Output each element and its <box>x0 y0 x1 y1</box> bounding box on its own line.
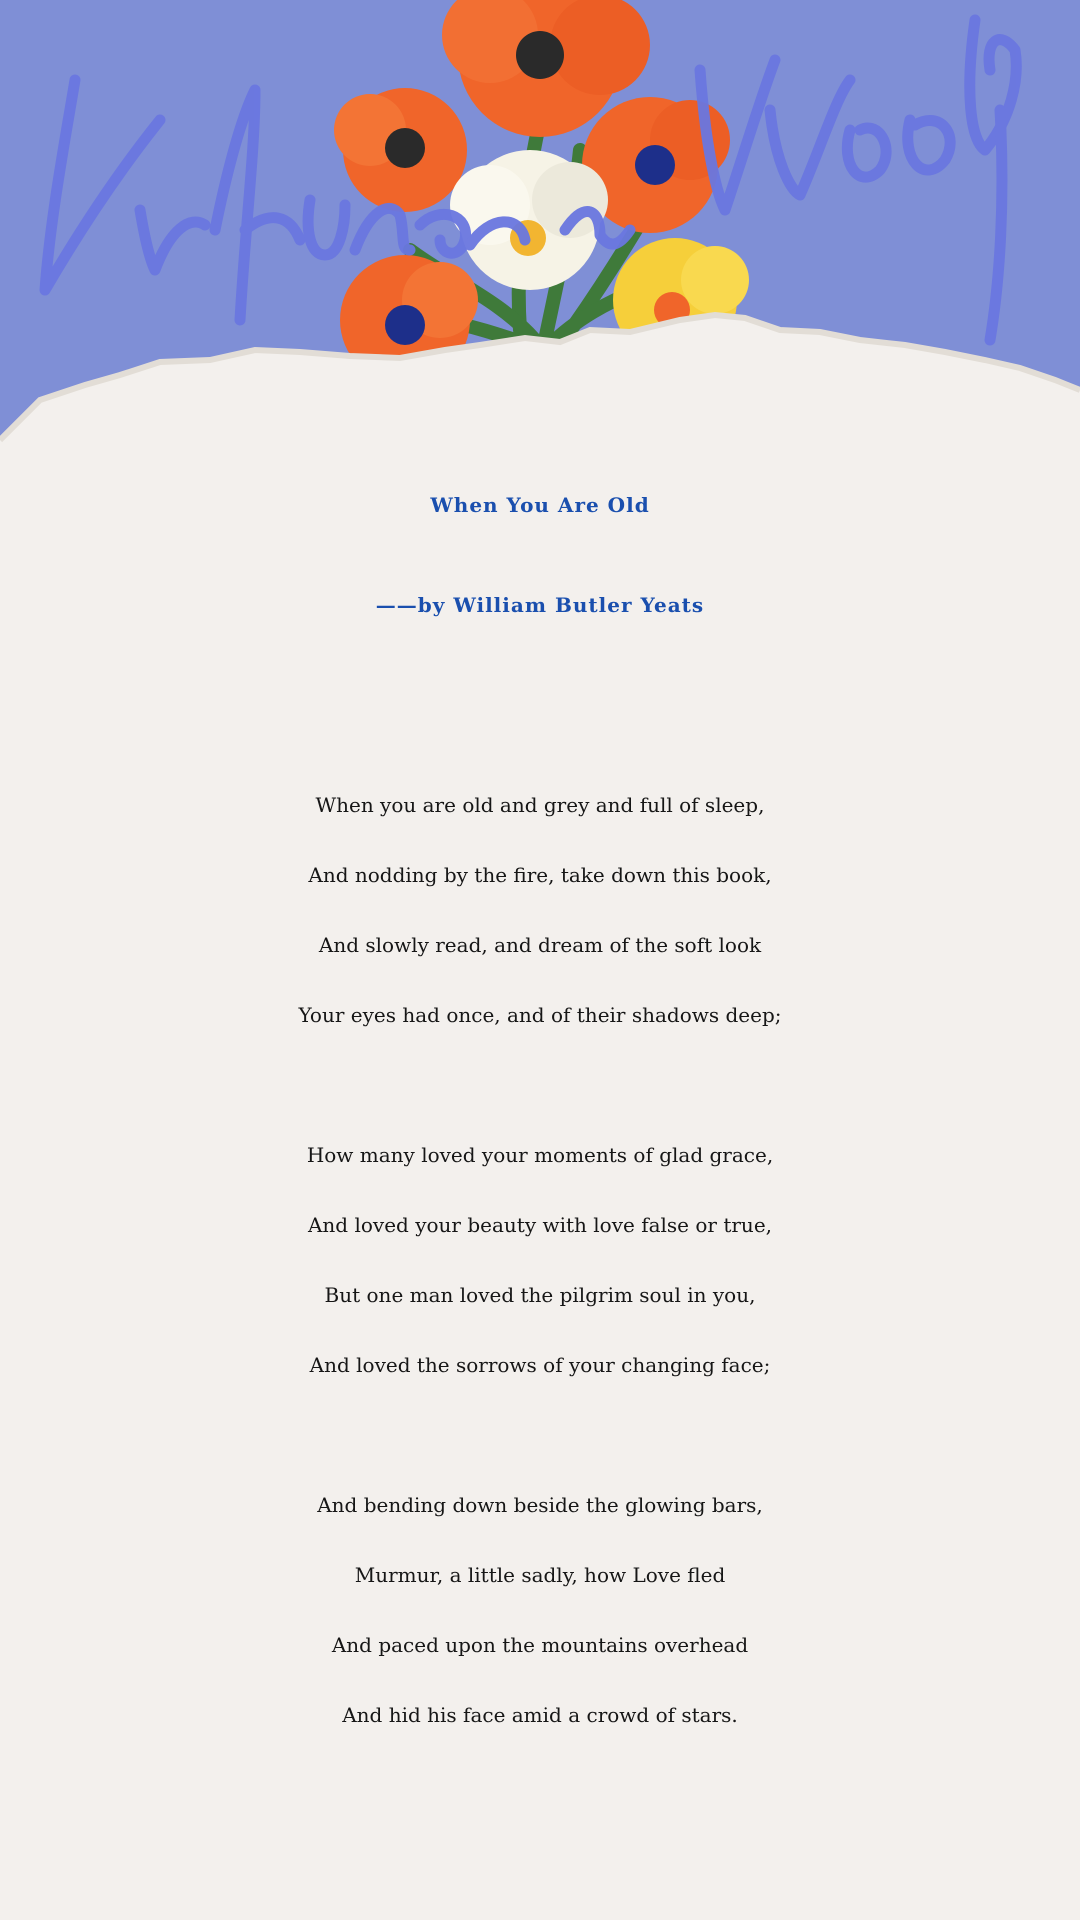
poem-line: And loved the sorrows of your changing face; <box>309 1353 771 1377</box>
stanza <box>0 1470 1080 1750</box>
poem-line: And nodding by the fire, take down this book, <box>308 863 772 887</box>
poem-line: And loved your beauty with love false or true, <box>307 1213 773 1237</box>
poem-line: But one man loved the pilgrim soul in you, <box>324 1283 756 1307</box>
poem-line: When you are old and grey and full of sleep, <box>315 793 765 817</box>
poem-line: Murmur, a little sadly, how Love fled <box>354 1563 726 1587</box>
poem-line: How many loved your moments of glad grace, <box>306 1143 774 1167</box>
poem-line: Your eyes had once, and of their shadows deep; <box>298 1003 782 1027</box>
title-block <box>0 455 1080 655</box>
poem-line: And hid his face amid a crowd of stars. <box>342 1703 738 1727</box>
poem-line: And slowly read, and dream of the soft look <box>318 933 762 957</box>
poem-line: And paced upon the mountains overhead <box>331 1633 749 1657</box>
poem-line: And bending down beside the glowing bars, <box>317 1493 763 1517</box>
stanza <box>0 1120 1080 1400</box>
poem-title: When You Are Old <box>430 493 650 517</box>
poem-author: ——by William Butler Yeats <box>375 593 705 617</box>
stanza <box>0 770 1080 1050</box>
poem-body <box>0 770 1080 1820</box>
